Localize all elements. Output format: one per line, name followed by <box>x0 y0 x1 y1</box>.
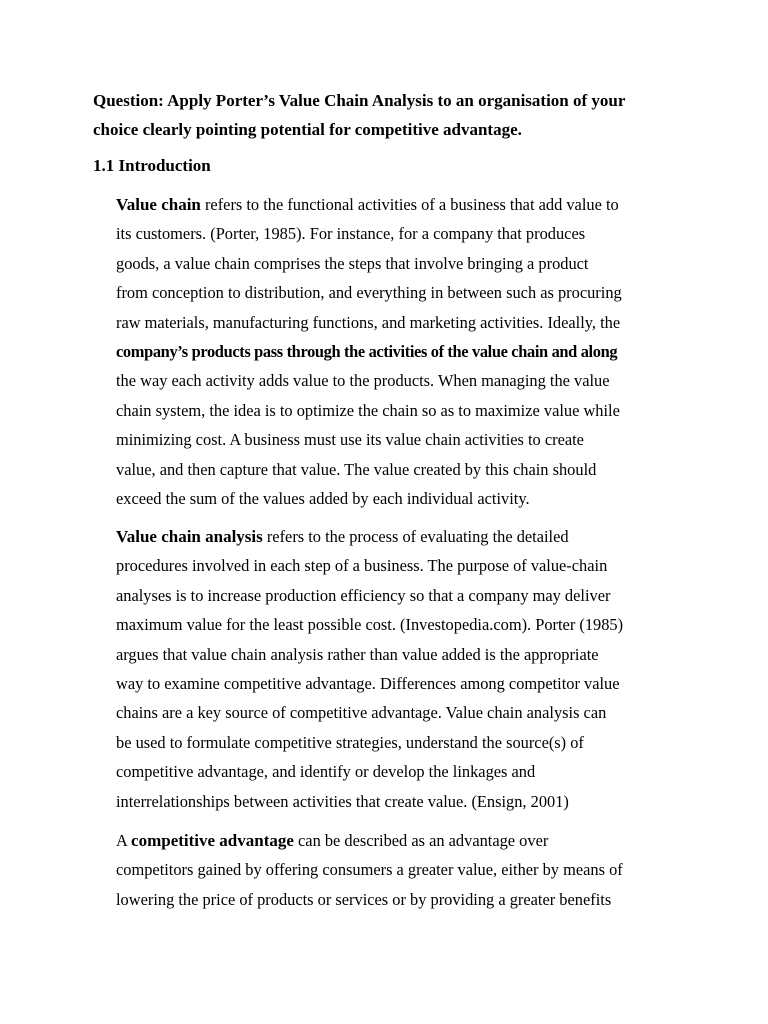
paragraph-line: Value chain analysis refers to the process of evaluating the detailed <box>116 527 569 546</box>
paragraph-line: A competitive advantage can be described as an advantage over <box>116 831 549 850</box>
paragraph-line: be used to formulate competitive strategies, understand the source(s) of <box>116 732 584 752</box>
paragraph-competitive-advantage <box>116 826 686 914</box>
paragraph-line: lowering the price of products or services or by providing a greater benefits <box>116 889 612 909</box>
paragraph-line: competitive advantage, and identify or develop the linkages and <box>116 762 536 782</box>
paragraph-line: the way each activity adds value to the products. When managing the value <box>116 371 610 391</box>
paragraph-line: competitors gained by offering consumers a greater value, either by means of <box>116 860 623 880</box>
paragraph-line: maximum value for the least possible cost. (Investopedia.com). Porter (1985) <box>116 615 624 635</box>
section-heading: 1.1 Introduction <box>93 156 211 175</box>
paragraph-value-chain-analysis <box>116 522 686 816</box>
paragraph-line: argues that value chain analysis rather than value added is the appropriate <box>116 644 599 664</box>
paragraph-line: value, and then capture that value. The value created by this chain should <box>116 459 597 479</box>
paragraph-line: raw materials, manufacturing functions, and marketing activities. Ideally, the <box>116 312 621 332</box>
paragraph-value-chain <box>116 190 686 513</box>
paragraph-line: way to examine competitive advantage. Differences among competitor value <box>116 674 620 694</box>
paragraph-line: minimizing cost. A business must use its value chain activities to create <box>116 430 584 450</box>
paragraph-line: analyses is to increase production efficiency so that a company may deliver <box>116 585 611 605</box>
term-value-chain-analysis: Value chain analysis <box>116 527 263 546</box>
paragraph-line: chain system, the idea is to optimize the chain so as to maximize value while <box>116 400 620 420</box>
question-line: choice clearly pointing potential for competitive advantage. <box>93 120 522 139</box>
paragraph-line: interrelationships between activities that create value. (Ensign, 2001) <box>116 791 569 811</box>
paragraph-line: its customers. (Porter, 1985). For instance, for a company that produces <box>116 224 586 244</box>
term-competitive-advantage: competitive advantage <box>131 831 294 850</box>
paragraph-line: from conception to distribution, and everything in between such as procuring <box>116 283 622 303</box>
paragraph-line: chains are a key source of competitive advantage. Value chain analysis can <box>116 703 607 723</box>
term-value-chain: Value chain <box>116 195 201 214</box>
question-text <box>93 86 723 144</box>
paragraph-line: Value chain refers to the functional activities of a business that add value to <box>116 195 619 214</box>
question-line: Question: Apply Porter’s Value Chain Analysis to an organisation of your <box>93 91 626 110</box>
paragraph-line: goods, a value chain comprises the steps that involve bringing a product <box>116 253 589 273</box>
paragraph-line: procedures involved in each step of a business. The purpose of value-chain <box>116 556 608 576</box>
paragraph-line: exceed the sum of the values added by each individual activity. <box>116 489 530 509</box>
paragraph-line-emphasized: company’s products pass through the activities of the value chain and along <box>116 342 618 362</box>
